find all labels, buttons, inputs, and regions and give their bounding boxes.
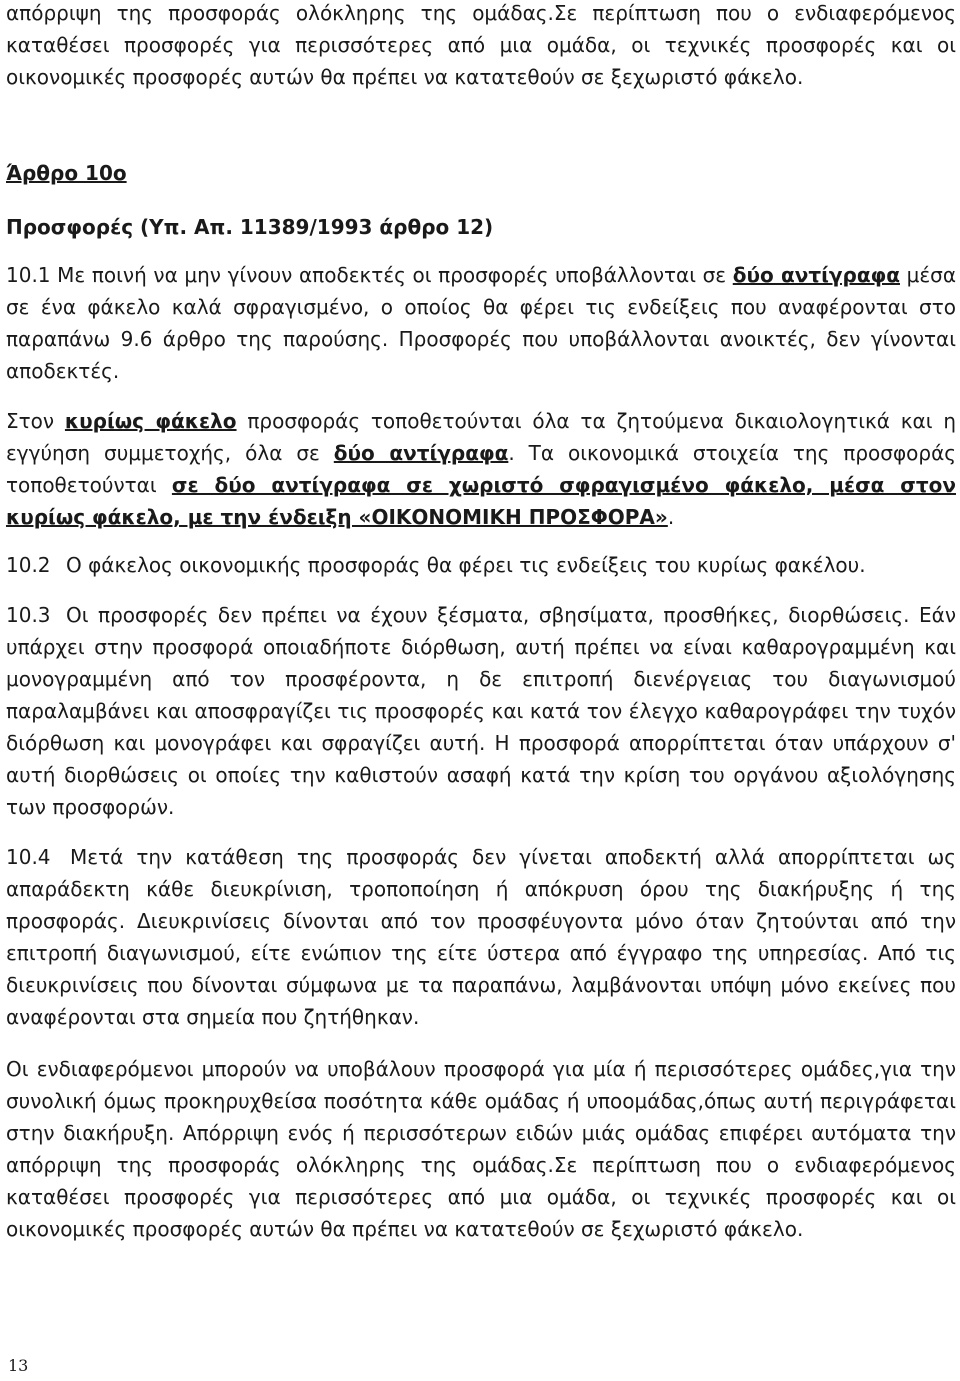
main-envelope-text-d: . bbox=[667, 505, 675, 529]
main-envelope-emphasis-c: σε δύο αντίγραφα σε χωριστό σφραγισμένο φάκελο, μέσα στον κυρίως φάκελο, με την ένδειξη «ΟΙΚΟΝΟΜΙΚΗ ΠΡΟΣΦΟΡΑ» bbox=[6, 473, 956, 529]
paragraph-10-4 bbox=[6, 841, 956, 1033]
paragraph-groups bbox=[6, 1053, 956, 1245]
main-envelope-emphasis-b: δύο αντίγραφα bbox=[333, 441, 509, 465]
article-subtitle: Προσφορές (Υπ. Απ. 11389/1993 άρθρο 12) bbox=[6, 215, 494, 239]
paragraph-10-4-number: 10.4 bbox=[6, 845, 51, 869]
paragraph-10-2-number: 10.2 bbox=[6, 553, 51, 577]
paragraph-10-1-emphasis: δύο αντίγραφα bbox=[732, 263, 900, 287]
intro-text: απόρριψη της προσφοράς ολόκληρης της ομάδας.Σε περίπτωση που ο ενδιαφερόμενος καταθέσει προσφορές για περισσότερες από μια ομάδα, οι τεχνικές προσφορές και οι οικονομικές προσφορές αυτών θα πρέπει να κατατεθούν σε ξεχωριστό φάκελο. bbox=[6, 1, 956, 89]
paragraph-10-3 bbox=[6, 599, 956, 823]
main-envelope-text-a: Στον bbox=[6, 409, 65, 433]
paragraph-groups-text: Οι ενδιαφερόμενοι μπορούν να υποβάλουν προσφορά για μία ή περισσότερες ομάδες,για την συνολική όμως προκηρυχθείσα ποσότητα κάθε ομάδας ή υποομάδας,όπως αυτή περιγράφεται στην διακήρυξη. Απόρριψη ενός ή περισσότερων ειδών μιάς ομάδας επιφέρει αυτόματα την απόρριψη της προσφοράς ολόκληρης της ομάδας.Σε περίπτωση που ο ενδιαφερόμενος καταθέσει προσφορές για περισσότερες από μια ομάδα, οι τεχνικές προσφορές και οι οικονομικές προσφορές αυτών θα πρέπει να κατατεθούν σε ξεχωριστό φάκελο. bbox=[6, 1057, 956, 1241]
paragraph-10-1-text-b: μέσα σε ένα φάκελο καλά σφραγισμένο, ο οποίος θα φέρει τις ενδείξεις που αναφέρονται στο παραπάνω 9.6 άρθρο της παρούσης. Προσφορές που υποβάλλονται ανοικτές, δεν γίνονται αποδεκτές. bbox=[6, 263, 956, 383]
main-envelope-emphasis-a: κυρίως φάκελο bbox=[64, 409, 237, 433]
paragraph-10-1-text-a: Με ποινή να μην γίνουν αποδεκτές οι προσφορές υποβάλλονται σε bbox=[50, 263, 733, 287]
page-number: 13 bbox=[8, 1356, 29, 1375]
article-title: Άρθρο 10ο bbox=[6, 161, 127, 185]
paragraph-main-envelope bbox=[6, 405, 956, 533]
paragraph-10-2-text: Ο φάκελος οικονομικής προσφοράς θα φέρει τις ενδείξεις του κυρίως φακέλου. bbox=[66, 553, 866, 577]
paragraph-10-4-text: Μετά την κατάθεση της προσφοράς δεν γίνεται αποδεκτή αλλά απορρίπτεται ως απαράδεκτη κάθε διευκρίνιση, τροποποίηση ή απόκρυση όρου της διακήρυξης ή της προσφοράς. Διευκρινίσεις δίνονται από τον προσφέυγοντα μόνο όταν ζητούνται από την επιτροπή διαγωνισμού, είτε ενώπιον της είτε ύστερα από έγγραφο της υπηρεσίας. Από τις διευκρινίσεις που δίνονται σύμφωνα με τα παραπάνω, λαμβάνονται υπόψη μόνο εκείνες που αναφέρονται στα σημεία που ζητήθηκαν. bbox=[6, 845, 956, 1029]
paragraph-10-2 bbox=[6, 549, 956, 581]
paragraph-10-3-number: 10.3 bbox=[6, 603, 51, 627]
document-page bbox=[6, 0, 956, 1245]
paragraph-10-1 bbox=[6, 259, 956, 387]
paragraph-10-1-number: 10.1 bbox=[6, 263, 51, 287]
paragraph-10-3-text: Οι προσφορές δεν πρέπει να έχουν ξέσματα, σβησίματα, προσθήκες, διορθώσεις. Εάν υπάρχει στην προσφορά οποιαδήποτε διόρθωση, αυτή πρέπει να είναι καθαρογραμμένη και μονογραμμένη από τον προσφέροντα, η δε επιτροπή διενέργειας του διαγωνισμού παραλαμβάνει και αποσφραγίζει τις προσφορές και κατά τον έλεγχο καθαρογράφει την τυχόν διόρθωση και μονογράφει και σφραγίζει αυτή. Η προσφορά απορρίπτεται όταν υπάρχουν σ' αυτή διορθώσεις οι οποίες την καθιστούν ασαφή κατά την κρίση του οργάνου αξιολόγησης των προσφορών. bbox=[6, 603, 956, 819]
main-envelope-text-b: προσφοράς τοποθετούνται όλα τα ζητούμενα δικαιολογητικά και η εγγύηση συμμετοχής, όλα σε bbox=[6, 409, 956, 465]
intro-paragraph bbox=[6, 0, 956, 93]
main-envelope-text-c: . Τα οικονομικά στοιχεία της προσφοράς τοποθετούνται bbox=[6, 441, 956, 497]
